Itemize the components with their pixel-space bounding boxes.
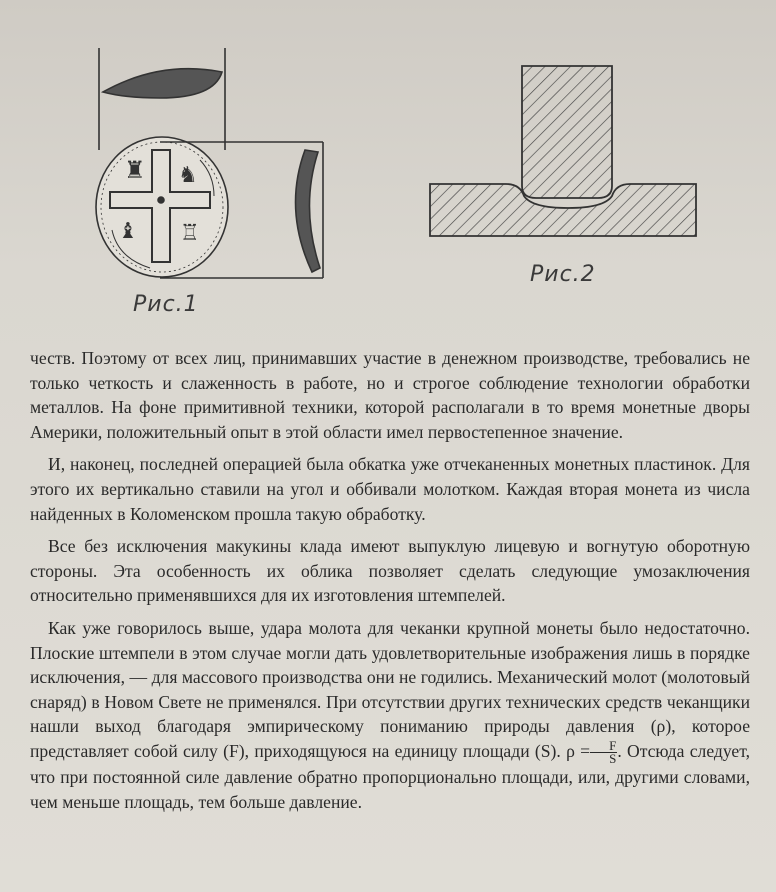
figures-area bbox=[0, 0, 776, 345]
body-text bbox=[30, 346, 750, 815]
fig1-upper-die bbox=[99, 48, 225, 150]
paragraph-4 bbox=[30, 616, 750, 815]
fig1-caption: Рис.1 bbox=[133, 292, 199, 317]
paragraph-4-text: Как уже говорилось выше, удара молота для чеканки крупной монеты было недостаточно. Плоские штемпели в этом случае могли дать удовлетворительные изображения лишь в порядке исключения, — для массового производства они не годились. Механический молот (молотовый снаряд) в Новом Свете не применялся. При отсутствии других технических средств чеканщики нашли выход благодаря эмпирическому пониманию природы давления (ρ), которое представляет собой силу (F), приходящуюся на единицу площади (S). bbox=[30, 617, 750, 761]
svg-text:♖: ♖ bbox=[180, 221, 200, 246]
svg-text:♜: ♜ bbox=[124, 156, 146, 184]
paragraph-4-text-end: . Отсюда следует, что при постоянной силе давление обратно пропорционально площади, или, другими словами, чем меньше площадь, тем больше давление. bbox=[30, 740, 750, 812]
fig2-caption: Рис.2 bbox=[530, 262, 596, 287]
formula-denominator: S bbox=[609, 751, 617, 767]
fig1-coin bbox=[96, 137, 228, 277]
svg-text:♞: ♞ bbox=[178, 163, 198, 188]
paragraph-1: честв. Поэтому от всех лиц, принимавших участие в денежном производстве, требовались не только четкость и слаженность в работе, но и строгое соблюдение технологии обработки металлов. На фоне примитивной техники, которой располагали в то время монетные дворы Америки, положительный опыт в этой области имел первостепенное значение. bbox=[30, 348, 750, 442]
paragraph-2: И, наконец, последней операцией была обкатка уже отчеканенных монетных пластинок. Для этого их вертикально ставили на угол и оббивали молотком. Каждая вторая монета из числа найденных в Коломенском прошла такую обработку. bbox=[30, 454, 750, 524]
paragraph-3: Все без исключения макукины клада имеют выпуклую лицевую и вогнутую оборотную стороны. Эта особенность их облика позволяет сделать следующие умозаключения относительно применявшихся для их изготовления штемпелей. bbox=[30, 536, 750, 606]
fig2-punch bbox=[522, 66, 612, 198]
formula-numerator: F bbox=[590, 740, 617, 753]
pressure-formula bbox=[590, 740, 617, 765]
illustrations-svg bbox=[0, 0, 776, 345]
svg-text:♝: ♝ bbox=[118, 219, 138, 244]
pressure-formula-lhs: ρ = bbox=[566, 740, 591, 761]
